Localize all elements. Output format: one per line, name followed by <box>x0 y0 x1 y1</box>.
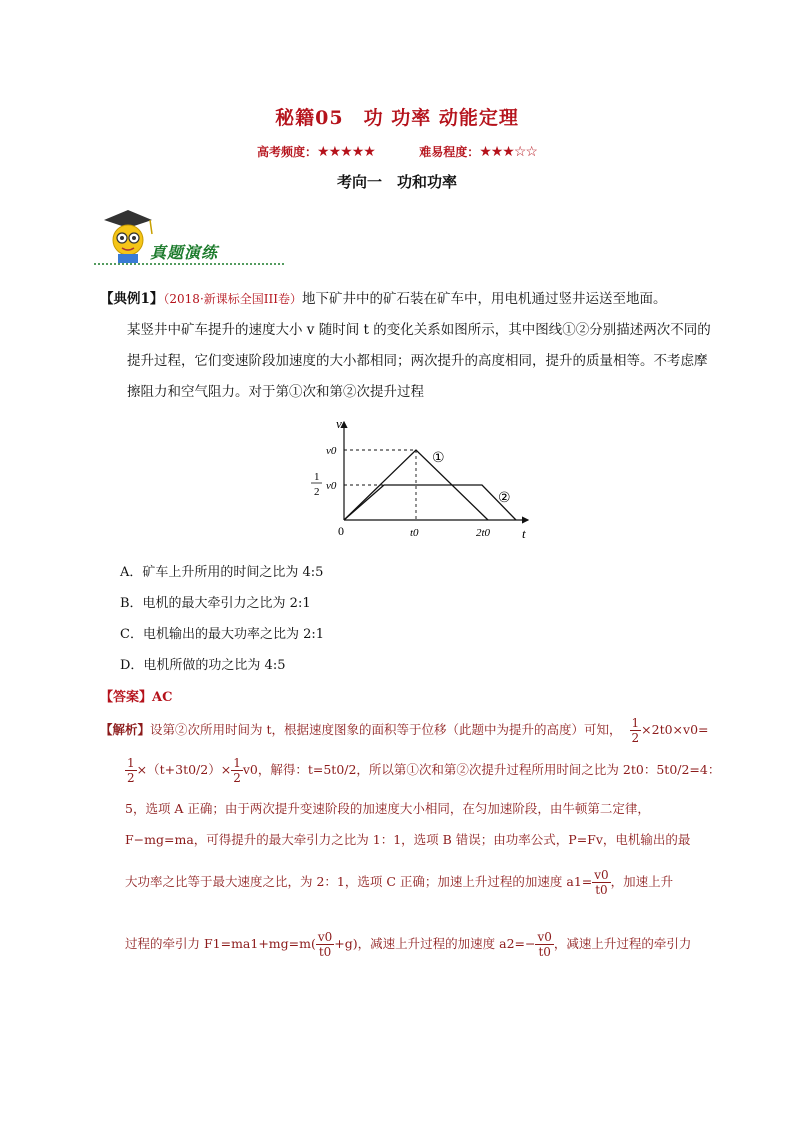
question-source: （2018·新课标全国III卷） <box>163 292 302 306</box>
frequency-stars: ★★★★★ <box>317 144 375 160</box>
question-first-line <box>100 289 666 309</box>
t-axis-label: t <box>522 526 526 541</box>
option-d[interactable]: D．电机所做的功之比为 4:5 <box>120 658 286 673</box>
half-numerator: 1 <box>314 471 320 483</box>
curve-2 <box>344 485 516 520</box>
curve-2-label: ② <box>498 490 511 506</box>
section-title: 考向一 功和功率 <box>336 173 457 191</box>
curve-1-label: ① <box>432 450 445 466</box>
t0-tick-label: t0 <box>410 527 419 539</box>
banner-label: 真题演练 <box>150 243 219 262</box>
explanation-line-3: 5，选项 A 正确；由于两次提升变速阶段的加速度大小相同，在匀加速阶段，由牛顿第二定律， <box>125 801 650 816</box>
difficulty-label: 难易程度： <box>419 145 480 159</box>
question-text-1: 地下矿井中的矿石装在矿车中，用电机通过竖井运送至地面。 <box>301 291 667 307</box>
velocity-time-graph <box>300 410 540 550</box>
question-text-4: 擦阻力和空气阻力。对于第①次和第②次提升过程 <box>127 384 424 400</box>
2t0-tick-label: 2t0 <box>476 527 491 539</box>
page-title: 秘籍05 功 功率 动能定理 <box>275 107 519 129</box>
meta-line <box>0 143 794 160</box>
banner-divider <box>94 263 284 265</box>
v0-label: v0 <box>326 445 337 457</box>
frequency-label: 高考频度： <box>257 145 318 159</box>
explanation-line-6: 过程的牵引力 F1=ma1+mg=m( $\frac{v0}{t0}$ +g)，减速上升过程的加速度 a2=− $\frac{v0}{t0}$ ，减速上升过程的牵引力 <box>125 930 692 959</box>
explanation-line-2: $\frac{1}{2}$ ×（t+3t0/2）× $\frac{1}{2}$ v0，解得：t=5t0/2，所以第①次和第②次提升过程所用时间之比为 2t0：5t0/2=4： <box>127 756 721 785</box>
explanation-line-1: 【解析】设第②次所用时间为 t，根据速度图象的面积等于位移（此题中为提升的高度）可知， $\frac{1}{2}$ ×2t0×v0= <box>100 716 709 745</box>
option-c[interactable]: C．电机输出的最大功率之比为 2:1 <box>120 627 325 642</box>
question-tag: 【典例1】 <box>100 291 164 307</box>
half-denominator: 2 <box>314 486 320 498</box>
explanation-line-5: 大功率之比等于最大速度之比，为 2：1，选项 C 正确；加速上升过程的加速度 a1= $\frac{v0}{t0}$ ，加速上升 <box>125 868 674 897</box>
option-a[interactable]: A．矿车上升所用的时间之比为 4:5 <box>120 565 324 580</box>
difficulty-stars: ★★★☆☆ <box>479 144 537 160</box>
answer: 【答案】AC <box>100 690 173 705</box>
explanation-tag: 【解析】 <box>100 722 151 737</box>
v-axis-label: v <box>336 416 342 431</box>
question-text-2: 某竖井中矿车提升的速度大小 v 随时间 t 的变化关系如图所示，其中图线①②分别描述两次不同的 <box>127 322 711 338</box>
origin-label: 0 <box>338 524 344 538</box>
question-text-3: 提升过程，它们变速阶段加速度的大小都相同；两次提升的高度相同，提升的质量相等。不考虑摩 <box>127 353 708 369</box>
option-b[interactable]: B．电机的最大牵引力之比为 2:1 <box>120 596 311 611</box>
half-v0-label: v0 <box>326 480 337 492</box>
explanation-line-4: F−mg=ma，可得提升的最大牵引力之比为 1：1，选项 B 错误；由功率公式，P=Fv，电机输出的最 <box>125 832 691 847</box>
